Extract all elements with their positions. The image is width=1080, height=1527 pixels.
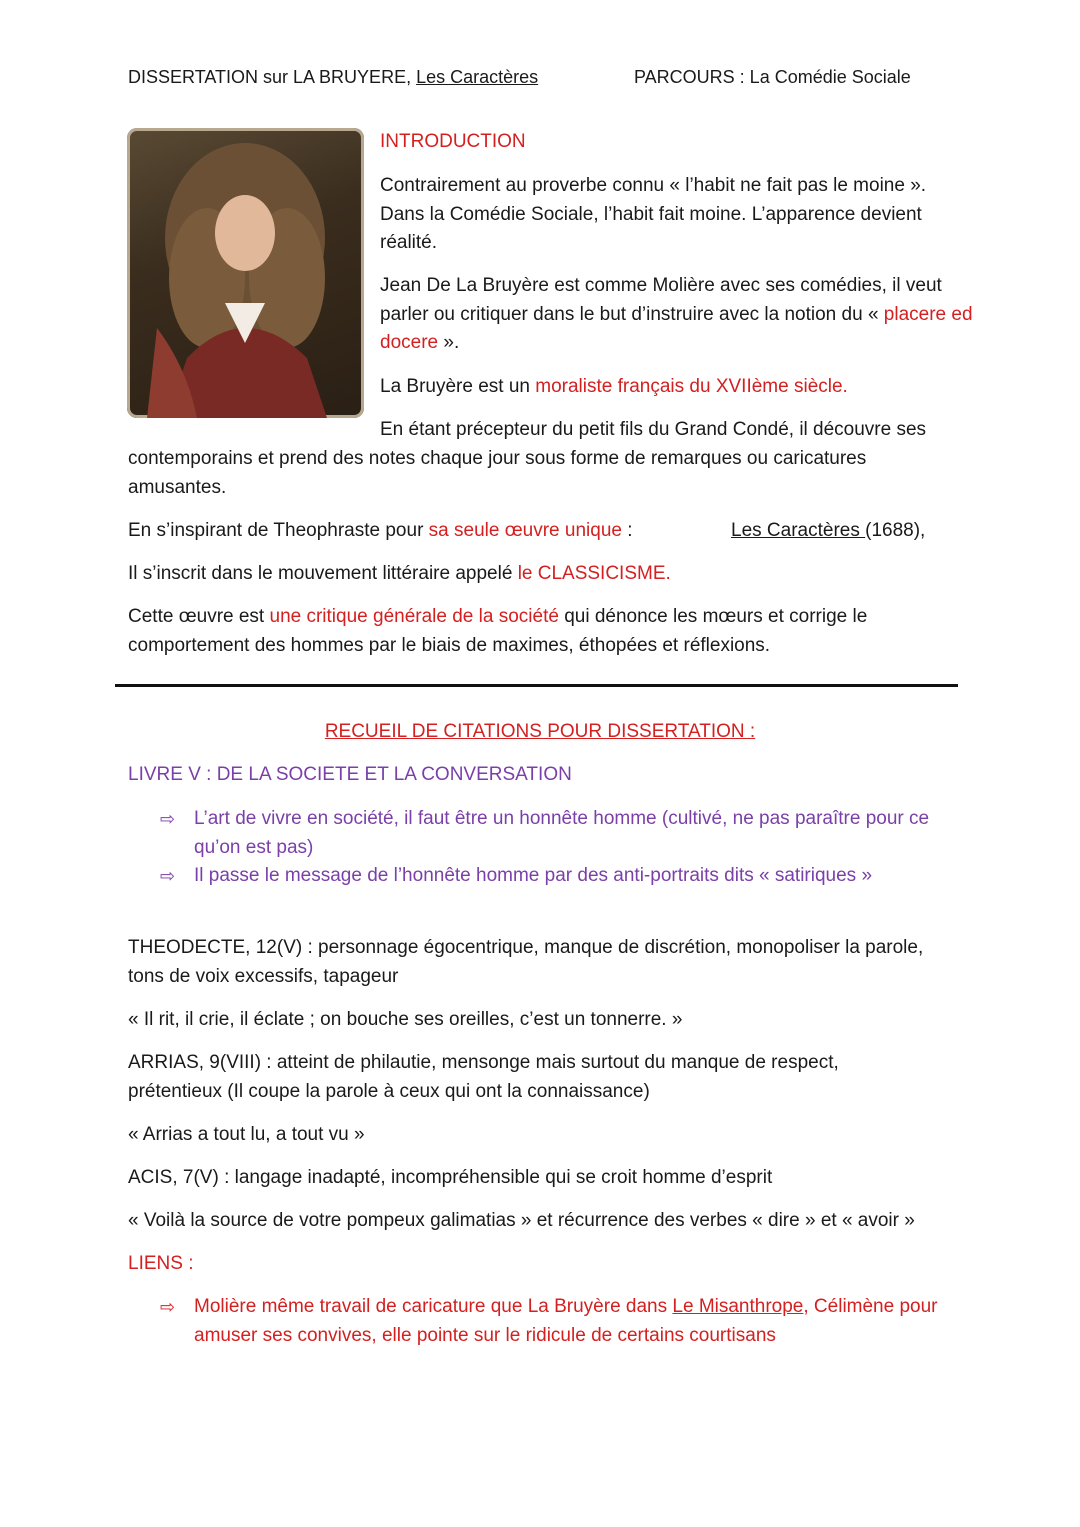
list-item: ⇨ Molière même travail de caricature que La Bruyère dans Le Misanthrope, Célimène pour amuser ses convives, elle pointe sur le ridicule de certains courtisans [128,1293,948,1350]
intro-paragraph-1: Contrairement au proverbe connu « l’habit ne fait pas le moine ». Dans la Comédie Sociale, l’habit fait moine. L’apparence devient réalité. [380,175,927,253]
arrow-right-icon: ⇨ [160,866,176,886]
intro-paragraph-6: Il s’inscrit dans le mouvement littéraire appelé le CLASSICISME. [128,563,671,584]
arrias-description: ARRIAS, 9(VIII) : atteint de philautie, mensonge mais surtout du manque de respect, prétentieux (Il coupe la parole à ceux qui ont la connaissance) [128,1052,839,1102]
portrait-svg [127,128,364,418]
intro-paragraph-2: Jean De La Bruyère est comme Molière avec ses comédies, il veut parler ou critiquer dans le but d’instruire avec la notion du « placere ed docere ». [380,275,973,353]
intro-book-reference: Les Caractères (1688), [731,520,926,541]
intro-paragraph-4-line1: En étant précepteur du petit fils du Grand Condé, il découvre ses [380,419,927,440]
livre-heading: LIVRE V : DE LA SOCIETE ET LA CONVERSATION [128,764,572,785]
acis-description: ACIS, 7(V) : langage inadapté, incompréhensible qui se croit homme d’esprit [128,1167,773,1188]
acis-quote: « Voilà la source de votre pompeux galimatias » et récurrence des verbes « dire » et « avoir » [128,1210,915,1231]
liens-bullets [128,1293,948,1350]
arrias-quote: « Arrias a tout lu, a tout vu » [128,1124,365,1145]
theodecte-quote: « Il rit, il crie, il éclate ; on bouche ses oreilles, c’est un tonnerre. » [128,1009,683,1030]
list-item: ⇨ Il passe le message de l’honnête homme par des anti-portraits dits « satiriques » [128,862,958,891]
header-left: DISSERTATION sur LA BRUYERE, Les Caractères [128,67,539,87]
arrow-right-icon: ⇨ [160,809,176,829]
intro-paragraph-4-rest: contemporains et prend des notes chaque jour sous forme de remarques ou caricatures amusantes. [128,448,867,498]
intro-paragraph-5: En s’inspirant de Theophraste pour sa seule œuvre unique : [128,520,633,541]
section-divider [115,684,958,687]
list-item: ⇨ L’art de vivre en société, il faut être un honnête homme (cultivé, ne pas paraître pour ce qu’on est pas) [128,805,958,862]
arrow-right-icon: ⇨ [160,1297,176,1317]
livre-bullets [128,805,958,891]
recueil-title: RECUEIL DE CITATIONS POUR DISSERTATION : [324,721,756,742]
header-right: PARCOURS : La Comédie Sociale [634,67,911,87]
theodecte-description: THEODECTE, 12(V) : personnage égocentrique, manque de discrétion, monopoliser la parole, tons de voix excessifs, tapageur [128,937,924,987]
header-book-title: Les Caractères [416,67,539,87]
liens-label: LIENS : [128,1253,194,1274]
intro-heading: INTRODUCTION [380,131,526,152]
intro-paragraph-3: La Bruyère est un moraliste français du XVIIème siècle. [380,376,848,397]
intro-paragraph-7: Cette œuvre est une critique générale de la société qui dénonce les mœurs et corrige le comportement des hommes par le biais de maximes, éthopées et réflexions. [128,606,868,656]
portrait-painting-icon [127,128,364,418]
